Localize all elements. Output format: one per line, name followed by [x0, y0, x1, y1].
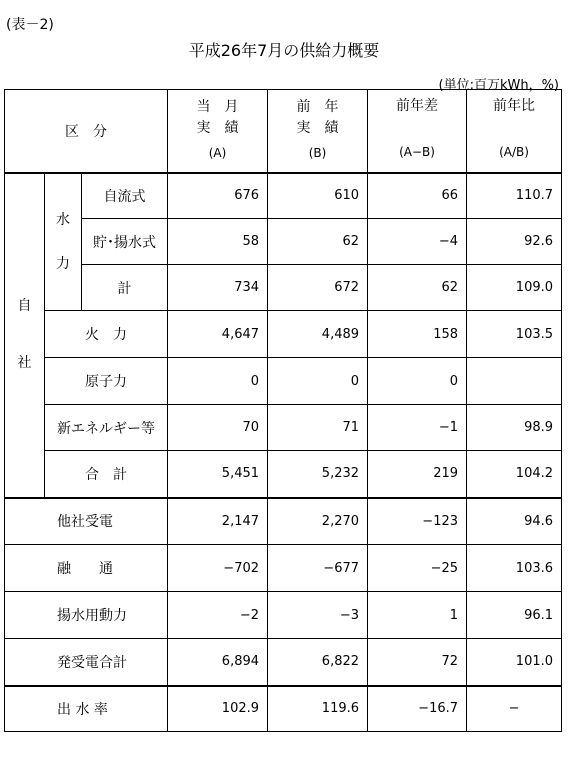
cell-a: 676: [168, 173, 268, 219]
cell-ratio: 104.2: [467, 451, 562, 498]
row-label: 揚水用動力: [5, 592, 168, 639]
cell-b: 71: [268, 405, 368, 451]
row-label: 出 水 率: [5, 686, 168, 732]
cell-ratio: 101.0: [467, 639, 562, 686]
cell-diff: 0: [368, 358, 467, 405]
header-col-diff-line1: 前年差: [396, 98, 439, 115]
cell-b: 62: [268, 219, 368, 265]
cell-a: 5,451: [168, 451, 268, 498]
cell-b: 4,489: [268, 311, 368, 358]
header-col-diff-line2: (A−B): [399, 145, 435, 160]
cell-ratio: −: [467, 686, 562, 732]
group-company: 自 社: [5, 173, 45, 498]
cell-diff: −1: [368, 405, 467, 451]
header-col-b-line3: (B): [308, 146, 327, 161]
cell-ratio: 110.7: [467, 173, 562, 219]
row-label: 火 力: [45, 311, 168, 358]
row-label: 計: [82, 265, 168, 311]
cell-a: 0: [168, 358, 268, 405]
row-label: 合 計: [45, 451, 168, 498]
row-label: 貯･揚水式: [82, 219, 168, 265]
cell-b: 6,822: [268, 639, 368, 686]
header-col-b-line2: 実 績: [296, 120, 339, 137]
header-category: 区 分: [5, 90, 168, 173]
header-col-ratio-line1: 前年比: [493, 98, 536, 115]
cell-a: 6,894: [168, 639, 268, 686]
cell-diff: 62: [368, 265, 467, 311]
cell-b: 610: [268, 173, 368, 219]
cell-ratio: 103.5: [467, 311, 562, 358]
cell-a: −702: [168, 545, 268, 592]
cell-a: 102.9: [168, 686, 268, 732]
header-col-a-line1: 当 月: [196, 99, 239, 116]
cell-ratio: 103.6: [467, 545, 562, 592]
cell-ratio: 109.0: [467, 265, 562, 311]
cell-ratio: 98.9: [467, 405, 562, 451]
header-col-ratio-line2: (A/B): [499, 145, 529, 160]
header-col-a-line2: 実 績: [196, 120, 239, 137]
cell-ratio: [467, 358, 562, 405]
cell-diff: 66: [368, 173, 467, 219]
supply-table: [4, 89, 562, 732]
row-label: 新エネルギー等: [45, 405, 168, 451]
cell-diff: 219: [368, 451, 467, 498]
cell-a: 2,147: [168, 498, 268, 545]
unit-note: (単位:百万kWh，%): [438, 78, 559, 93]
row-label: 発受電合計: [5, 639, 168, 686]
header-col-diff: [368, 90, 467, 173]
cell-diff: −25: [368, 545, 467, 592]
cell-a: −2: [168, 592, 268, 639]
cell-b: 5,232: [268, 451, 368, 498]
cell-diff: 72: [368, 639, 467, 686]
cell-diff: −4: [368, 219, 467, 265]
header-col-b: [268, 90, 368, 173]
cell-b: 672: [268, 265, 368, 311]
cell-diff: 1: [368, 592, 467, 639]
cell-b: −3: [268, 592, 368, 639]
cell-a: 70: [168, 405, 268, 451]
cell-ratio: 92.6: [467, 219, 562, 265]
row-label: 他社受電: [5, 498, 168, 545]
cell-b: 2,270: [268, 498, 368, 545]
cell-b: 119.6: [268, 686, 368, 732]
table-tag: (表－2): [6, 17, 54, 33]
header-col-a: [168, 90, 268, 173]
cell-ratio: 96.1: [467, 592, 562, 639]
row-label: 自流式: [82, 173, 168, 219]
page-title: 平成26年7月の供給力概要: [188, 41, 380, 60]
header-col-a-line3: (A): [208, 146, 227, 161]
cell-ratio: 94.6: [467, 498, 562, 545]
cell-a: 58: [168, 219, 268, 265]
cell-diff: 158: [368, 311, 467, 358]
row-label: 原子力: [45, 358, 168, 405]
header-col-b-line1: 前 年: [296, 99, 339, 116]
cell-a: 734: [168, 265, 268, 311]
cell-diff: −123: [368, 498, 467, 545]
cell-diff: −16.7: [368, 686, 467, 732]
cell-a: 4,647: [168, 311, 268, 358]
header-col-ratio: [467, 90, 562, 173]
row-label: 融 通: [5, 545, 168, 592]
cell-b: −677: [268, 545, 368, 592]
group-hydro: 水 力: [45, 173, 82, 311]
cell-b: 0: [268, 358, 368, 405]
